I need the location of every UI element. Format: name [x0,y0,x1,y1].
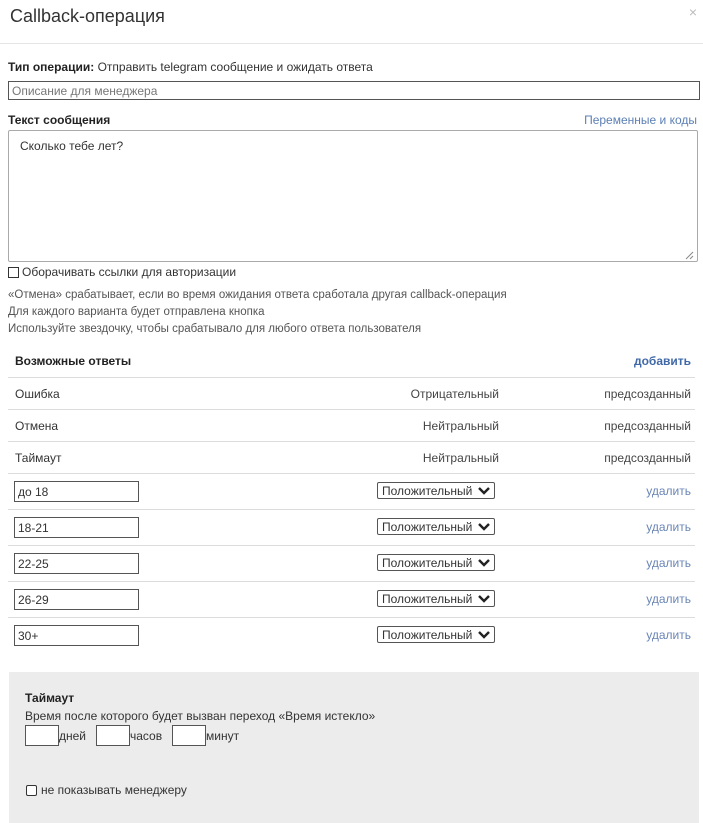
answer-status: предсозданный [604,419,691,433]
variables-link[interactable]: Переменные и коды [584,113,697,127]
timeout-minutes-label: минут [206,729,240,743]
answer-type-value: Положительный [382,627,473,642]
answer-value-input[interactable] [14,481,139,502]
answer-name: Таймаут [15,451,62,465]
timeout-panel [9,672,699,823]
answers-title: Возможные ответы [15,354,132,368]
answer-type-value: Положительный [382,591,473,606]
answer-name: Отмена [15,419,59,433]
wrap-links-row [8,265,236,279]
timeout-description: Время после которого будет вызван переход «Время истекло» [25,709,376,723]
answer-value-input[interactable] [14,625,139,646]
chevron-down-icon [478,594,490,604]
hide-from-manager-checkbox[interactable] [26,785,37,796]
delete-answer-link[interactable]: удалить [646,520,691,534]
modal-title: Callback-операция [10,6,165,26]
info-line: Для каждого варианта будет отправлена кнопка [8,306,265,318]
operation-type [8,60,373,74]
timeout-hours-label: часов [130,729,163,743]
timeout-days-input[interactable] [25,725,59,746]
chevron-down-icon [478,522,490,532]
answer-type-select[interactable] [377,626,495,643]
wrap-links-checkbox[interactable] [8,267,19,278]
row-divider [8,581,695,582]
operation-type-value: Отправить telegram сообщение и ожидать ответа [97,60,373,74]
chevron-down-icon [478,558,490,568]
answer-type-select[interactable] [377,590,495,607]
answer-value-input[interactable] [14,517,139,538]
timeout-minutes-input[interactable] [172,725,206,746]
operation-type-label: Тип операции: [8,60,95,74]
add-answer-link[interactable]: добавить [633,354,691,368]
close-icon[interactable]: × [688,4,697,20]
header-divider [0,43,703,44]
answer-value-input[interactable] [14,553,139,574]
hide-from-manager-label: не показывать менеджеру [41,783,187,797]
answer-type-value: Положительный [382,483,473,498]
resize-grip-icon[interactable] [684,250,694,260]
chevron-down-icon [478,630,490,640]
answer-status: предсозданный [604,387,691,401]
info-line: Используйте звездочку, чтобы срабатывало для любого ответа пользователя [8,323,422,335]
row-divider [8,545,695,546]
row-divider [8,473,695,474]
answer-type-value: Положительный [382,519,473,534]
answer-type: Отрицательный [410,387,499,401]
row-divider [8,617,695,618]
answer-type: Нейтральный [422,419,499,433]
answer-type-select[interactable] [377,482,495,499]
message-textarea[interactable] [8,130,698,262]
hide-from-manager-row [26,783,187,797]
wrap-links-label: Оборачивать ссылки для авторизации [22,265,237,279]
answer-status: предсозданный [604,451,691,465]
answer-type-select[interactable] [377,518,495,535]
row-divider [8,441,695,442]
delete-answer-link[interactable]: удалить [646,592,691,606]
delete-answer-link[interactable]: удалить [646,556,691,570]
answer-value-input[interactable] [14,589,139,610]
row-divider [8,377,695,378]
manager-description-input[interactable] [8,81,700,100]
delete-answer-link[interactable]: удалить [646,628,691,642]
delete-answer-link[interactable]: удалить [646,484,691,498]
message-label: Текст сообщения [8,113,111,127]
answer-type-value: Положительный [382,555,473,570]
timeout-hours-input[interactable] [96,725,130,746]
answer-name: Ошибка [15,387,60,401]
timeout-days-label: дней [59,729,87,743]
info-line: «Отмена» срабатывает, если во время ожидания ответа сработала другая callback-операция [8,289,507,301]
timeout-title: Таймаут [25,691,75,705]
row-divider [8,509,695,510]
chevron-down-icon [478,486,490,496]
answer-type-select[interactable] [377,554,495,571]
answer-type: Нейтральный [422,451,499,465]
row-divider [8,409,695,410]
